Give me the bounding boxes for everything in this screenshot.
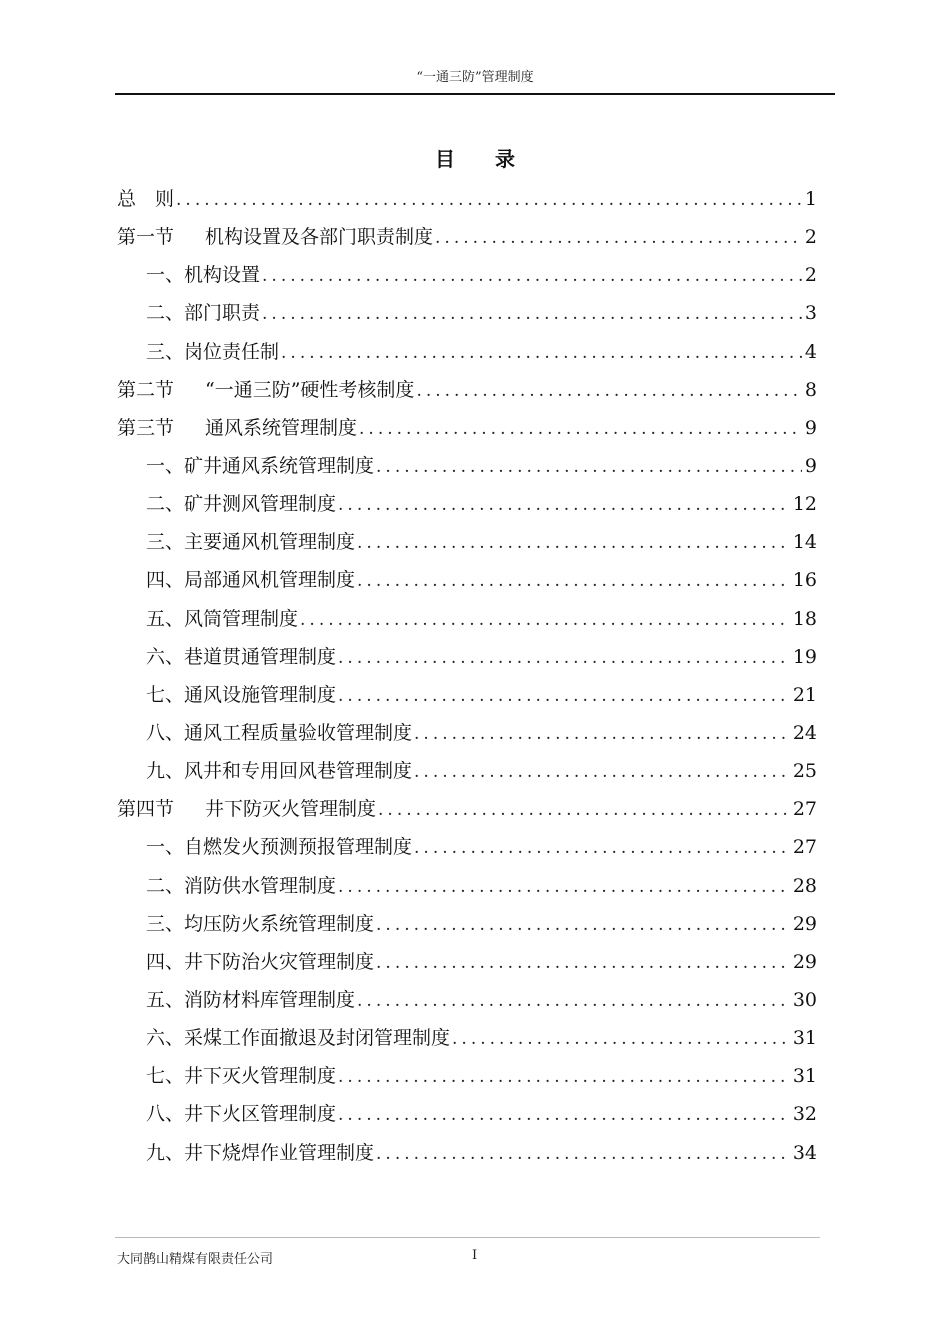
- toc-dot-leader: [338, 486, 790, 524]
- toc-page-number: 8: [804, 378, 817, 401]
- toc-entry-text: 三、岗位责任制: [146, 340, 280, 363]
- toc-entry-subsection[interactable]: [117, 752, 817, 790]
- toc-page-number: 21: [792, 683, 817, 706]
- page-header: “一通三防”管理制度: [416, 70, 534, 85]
- toc-entry-text: 二、消防供水管理制度: [146, 874, 337, 897]
- toc-dot-leader: [357, 982, 790, 1020]
- toc-page-number: 28: [792, 874, 817, 897]
- toc-entry-text: 六、采煤工作面撤退及封闭管理制度: [146, 1027, 451, 1050]
- toc-entry-label: [146, 561, 355, 599]
- toc-entry-label: [146, 485, 336, 523]
- toc-page-number: 12: [792, 493, 817, 516]
- toc-title: 目录: [435, 147, 555, 171]
- toc-dot-leader: [452, 1020, 790, 1058]
- toc-entry-subsection[interactable]: [117, 561, 817, 599]
- toc-page-number: 34: [792, 1141, 817, 1164]
- toc-entry-label: [146, 1057, 336, 1095]
- toc-entry-text: 八、通风工程质量验收管理制度: [146, 721, 413, 744]
- toc-entry-label: [146, 333, 279, 371]
- toc-entry-text: 六、巷道贯通管理制度: [146, 645, 337, 668]
- toc-entry-subsection[interactable]: [117, 905, 817, 943]
- toc-dot-leader: [414, 715, 790, 753]
- toc-entry-label: [146, 1019, 450, 1057]
- toc-page-number: 24: [792, 721, 817, 744]
- toc-entry-subsection[interactable]: [117, 981, 817, 1019]
- toc-page-number: 29: [792, 950, 817, 973]
- toc-dot-leader: [378, 791, 790, 829]
- toc-entry-label: [146, 905, 374, 943]
- toc-entry-subsection[interactable]: [117, 676, 817, 714]
- toc-dot-leader: [416, 372, 801, 410]
- toc-entry-subsection[interactable]: [117, 294, 817, 332]
- toc-dot-leader: [281, 334, 802, 372]
- toc-page-number: 1: [804, 188, 817, 210]
- toc-page-number: 30: [792, 988, 817, 1011]
- toc-entry-label: [146, 714, 412, 752]
- toc-entry-text: 五、消防材料库管理制度: [146, 988, 356, 1011]
- footer-page-number: I: [472, 1248, 478, 1263]
- toc-entry-text: 一、自燃发火预测预报管理制度: [146, 836, 413, 859]
- toc-entry-text: 一、矿井通风系统管理制度: [146, 454, 375, 477]
- toc-entry-section[interactable]: [117, 371, 817, 409]
- toc-entry-label: [146, 867, 336, 905]
- toc-page-number: 3: [804, 302, 817, 325]
- toc-entry-text: 三、主要通风机管理制度: [146, 531, 356, 554]
- toc-page-number: 25: [792, 760, 817, 783]
- toc-dot-leader: [262, 257, 802, 295]
- toc-page-number: 27: [792, 798, 817, 821]
- toc-dot-leader: [338, 1058, 790, 1096]
- toc-entry-text: 二、部门职责: [146, 302, 261, 325]
- toc-page-number: 31: [792, 1027, 817, 1050]
- toc-entry-text: 四、井下防治火灾管理制度: [146, 950, 375, 973]
- toc-page-number: 29: [792, 912, 817, 935]
- toc-dot-leader: [357, 524, 790, 562]
- toc-entry-label: [146, 752, 412, 790]
- toc-entry-label: [146, 294, 260, 332]
- toc-dot-leader: [376, 1135, 790, 1173]
- toc-entry-subsection[interactable]: [117, 867, 817, 905]
- toc-page-number: 2: [804, 264, 817, 287]
- toc-section-number: 第一节: [117, 226, 175, 249]
- toc-entry-text: 通风系统管理制度: [205, 416, 358, 439]
- toc-dot-leader: [338, 639, 790, 677]
- toc-section-number: 第三节: [117, 416, 175, 439]
- toc-entry-text: 七、井下灭火管理制度: [146, 1065, 337, 1088]
- toc-page-number: 2: [804, 226, 817, 249]
- toc-dot-leader: [338, 868, 790, 906]
- toc-page-number: 14: [792, 531, 817, 554]
- toc-entry-text: 二、矿井测风管理制度: [146, 493, 337, 516]
- toc-entry-text: 八、井下火区管理制度: [146, 1103, 337, 1126]
- toc-dot-leader: [359, 410, 802, 448]
- toc-dot-leader: [262, 295, 802, 333]
- toc-dot-leader: [357, 562, 790, 600]
- toc-entry-section[interactable]: [117, 790, 817, 828]
- toc-entry-subsection[interactable]: [117, 447, 817, 485]
- toc-page-number: 9: [804, 416, 817, 439]
- toc-entry-text: 九、风井和专用回风巷管理制度: [146, 760, 413, 783]
- toc-entry-text: 三、均压防火系统管理制度: [146, 912, 375, 935]
- toc-dot-leader: [300, 601, 790, 639]
- toc-entry-label: [146, 676, 336, 714]
- toc-entry-label: [117, 218, 433, 256]
- toc-entry-text: “一通三防”硬性考核制度: [205, 378, 415, 401]
- toc-page-number: 4: [804, 340, 817, 363]
- toc-entry-label: [146, 256, 260, 294]
- toc-entry-subsection[interactable]: [117, 638, 817, 676]
- table-of-contents: [117, 180, 817, 1172]
- toc-dot-leader: [338, 1096, 790, 1134]
- toc-page-number: 31: [792, 1065, 817, 1088]
- toc-page-number: 32: [792, 1103, 817, 1126]
- toc-entry-label: [146, 638, 336, 676]
- toc-entry-label: [146, 523, 355, 561]
- toc-entry-subsection[interactable]: [117, 828, 817, 866]
- toc-entry-subsection[interactable]: [117, 523, 817, 561]
- toc-entry-label: [146, 1134, 374, 1172]
- toc-entry-label: [146, 943, 374, 981]
- toc-entry-section[interactable]: [117, 409, 817, 447]
- toc-entry-label: [146, 600, 298, 638]
- toc-entry-text: 七、通风设施管理制度: [146, 683, 337, 706]
- toc-dot-leader: [414, 753, 790, 791]
- toc-dot-leader: [376, 906, 790, 944]
- toc-page-number: 19: [792, 645, 817, 668]
- toc-entry-label: [146, 981, 355, 1019]
- toc-dot-leader: [338, 677, 790, 715]
- toc-entry-section[interactable]: [117, 218, 817, 256]
- toc-entry-label: [146, 1095, 336, 1133]
- toc-page-number: 18: [792, 607, 817, 630]
- toc-entry-text: 四、局部通风机管理制度: [146, 569, 356, 592]
- footer-rule: [115, 1237, 820, 1238]
- toc-dot-leader: [176, 181, 802, 219]
- toc-entry-section[interactable]: [117, 180, 817, 218]
- toc-entry-subsection[interactable]: [117, 600, 817, 638]
- toc-section-number: 第四节: [117, 798, 175, 821]
- toc-entry-label: [117, 180, 174, 218]
- toc-page-number: 27: [792, 836, 817, 859]
- toc-entry-subsection[interactable]: [117, 485, 817, 523]
- toc-entry-label: [146, 447, 374, 485]
- toc-dot-leader: [414, 829, 790, 867]
- toc-entry-subsection[interactable]: [117, 943, 817, 981]
- toc-entry-text: 五、风筒管理制度: [146, 607, 299, 630]
- toc-entry-subsection[interactable]: [117, 1095, 817, 1133]
- toc-entry-label: [117, 790, 376, 828]
- toc-entry-text: 一、机构设置: [146, 264, 261, 287]
- toc-entry-text: 机构设置及各部门职责制度: [205, 226, 434, 249]
- toc-dot-leader: [435, 219, 802, 257]
- toc-entry-label: [146, 828, 412, 866]
- toc-entry-subsection[interactable]: [117, 1134, 817, 1172]
- toc-dot-leader: [376, 944, 790, 982]
- toc-section-number: 总 则: [117, 188, 175, 210]
- toc-entry-subsection[interactable]: [117, 333, 817, 371]
- toc-page-number: 9: [804, 454, 817, 477]
- toc-entry-label: [117, 371, 414, 409]
- header-rule: [115, 93, 835, 95]
- toc-entry-text: 九、井下烧焊作业管理制度: [146, 1141, 375, 1164]
- toc-entry-label: [117, 409, 357, 447]
- toc-page-number: 16: [792, 569, 817, 592]
- toc-dot-leader: [376, 448, 802, 486]
- toc-entry-subsection[interactable]: [117, 1019, 817, 1057]
- footer-company-name: 大同鹊山精煤有限责任公司: [117, 1252, 274, 1267]
- toc-entry-subsection[interactable]: [117, 256, 817, 294]
- toc-entry-subsection[interactable]: [117, 714, 817, 752]
- toc-section-number: 第二节: [117, 378, 175, 401]
- toc-entry-subsection[interactable]: [117, 1057, 817, 1095]
- toc-entry-text: 井下防灭火管理制度: [205, 798, 377, 821]
